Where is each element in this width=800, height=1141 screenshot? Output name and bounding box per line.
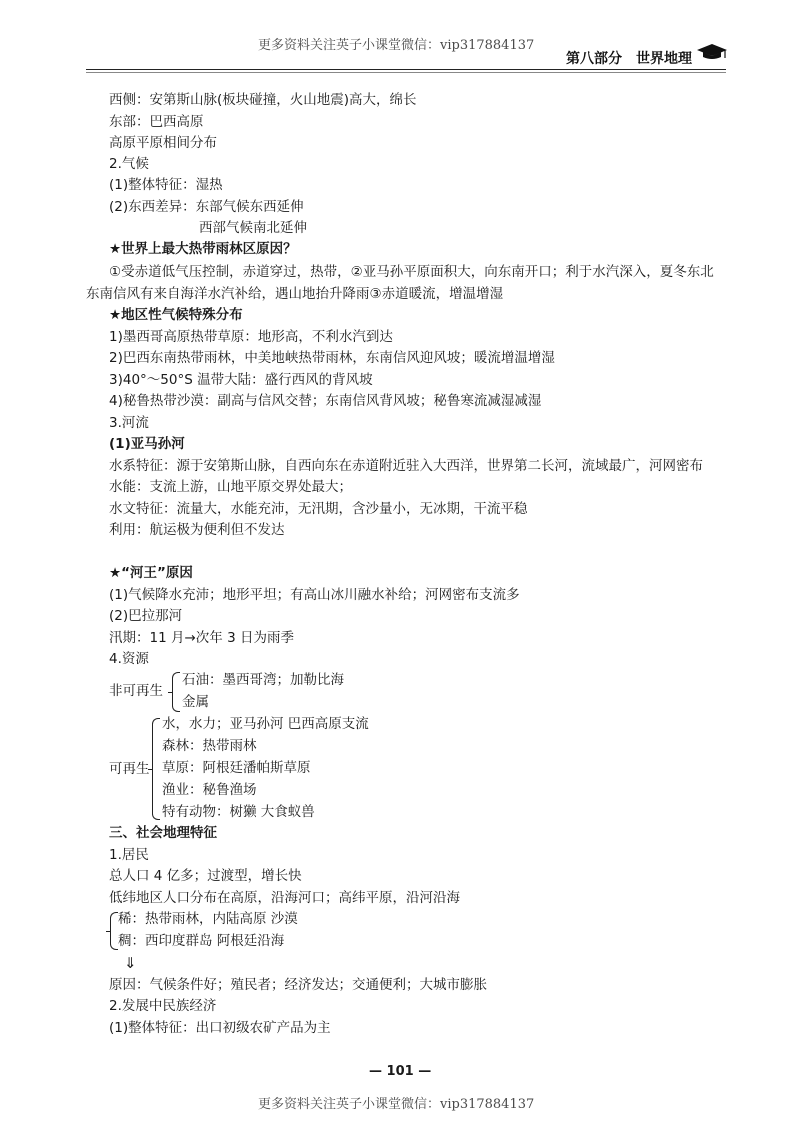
brace-bracket: [110, 912, 118, 950]
text-line: 西部气候南北延伸: [199, 220, 307, 236]
text-line: ①受赤道低气压控制，赤道穿过，热带，②亚马孙平原面积大，向东南开口；利于水汽深入，夏冬东北: [109, 264, 714, 280]
text-line: 水系特征：源于安第斯山脉，自西向东在赤道附近驻入大西洋，世界第二长河，流域最广，河网密布: [109, 458, 703, 474]
text-line: (1)整体特征：湿热: [109, 177, 223, 193]
text-line: 总人口 4 亿多；过渡型，增长快: [109, 868, 302, 884]
chapter-heading: 三、社会地理特征: [109, 825, 217, 841]
list-item: 稀：热带雨林，内陆高原 沙漠: [118, 911, 298, 927]
list-item: 稠：西印度群岛 阿根廷沿海: [118, 933, 285, 949]
text-line: (2)东西差异：东部气候东西延伸: [109, 199, 304, 215]
header-rule-thin: [86, 72, 726, 73]
text-line: (1)气候降水充沛；地形平坦；有高山冰川融水补给；河网密布支流多: [109, 587, 520, 603]
section-heading: 4.资源: [109, 651, 149, 667]
section-heading: 1.居民: [109, 847, 149, 863]
text-line: (1)整体特征：出口初级农矿产品为主: [109, 1020, 331, 1036]
text-line: 1)墨西哥高原热带草原：地形高，不利水汽到达: [109, 329, 393, 345]
text-line: 3)40°～50°S 温带大陆：盛行西风的背风坡: [109, 372, 373, 388]
brace-bracket: [152, 718, 160, 820]
list-item: 特有动物：树獭 大食蚁兽: [162, 804, 315, 820]
list-item: 森林：热带雨林: [162, 738, 257, 754]
list-item: 草原：阿根廷潘帕斯草原: [162, 760, 311, 776]
watermark-bottom: 更多资料关注英子小课堂微信：vip317884137: [258, 1097, 535, 1112]
watermark-top: 更多资料关注英子小课堂微信：vip317884137: [258, 38, 535, 53]
text-line: 原因：气候条件好；殖民者；经济发达；交通便利；大城市膨胀: [109, 977, 487, 993]
starred-heading: ★世界上最大热带雨林区原因？: [109, 241, 297, 257]
list-item: 水，水力；亚马孙河 巴西高原支流: [162, 716, 369, 732]
text-line: 4)秘鲁热带沙漠：副高与信风交替；东南信风背风坡；秘鲁寒流减湿减湿: [109, 393, 542, 409]
starred-heading: ★“河王”原因: [109, 565, 193, 581]
section-heading: 2.气候: [109, 156, 149, 172]
graduation-cap-icon: [696, 42, 728, 62]
starred-heading: ★地区性气候特殊分布: [109, 307, 243, 323]
section-heading: 2.发展中民族经济: [109, 998, 217, 1014]
header-title: 世界地理: [636, 51, 692, 67]
list-item: 金属: [182, 694, 209, 710]
text-line: (1)亚马孙河: [109, 436, 185, 452]
text-line: (2)巴拉那河: [109, 608, 183, 624]
brace-bracket: [172, 672, 180, 712]
text-line: 水文特征：流量大，水能充沛，无汛期，含沙量小，无冰期，干流平稳: [109, 501, 528, 517]
text-line: 西侧：安第斯山脉(板块碰撞，火山地震)高大，绵长: [109, 92, 417, 108]
text-line: 2)巴西东南热带雨林，中美地峡热带雨林，东南信风迎风坡；暖流增温增湿: [109, 350, 555, 366]
down-arrow-icon: ⇓: [124, 954, 137, 972]
page-number: — 101 —: [369, 1064, 432, 1079]
renewable-label: 可再生: [109, 761, 150, 777]
text-line: 东部：巴西高原: [109, 114, 204, 130]
text-line: 高原平原相间分布: [109, 135, 217, 151]
text-line: 汛期：11 月→次年 3 日为雨季: [109, 630, 294, 646]
header-section: 第八部分: [566, 51, 622, 67]
nonrenewable-label: 非可再生: [109, 683, 163, 699]
header-rule: [86, 69, 726, 70]
text-line: 低纬地区人口分布在高原，沿海河口；高纬平原，沿河沿海: [109, 890, 460, 906]
list-item: 石油：墨西哥湾；加勒比海: [182, 672, 344, 688]
section-heading: 3.河流: [109, 415, 149, 431]
text-line: 水能：支流上游，山地平原交界处最大；: [109, 479, 352, 495]
text-line: 东南信风有来自海洋水汽补给，遇山地抬升降雨③赤道暖流，增温增湿: [86, 286, 504, 302]
list-item: 渔业：秘鲁渔场: [162, 782, 257, 798]
text-line: 利用：航运极为便利但不发达: [109, 522, 285, 538]
